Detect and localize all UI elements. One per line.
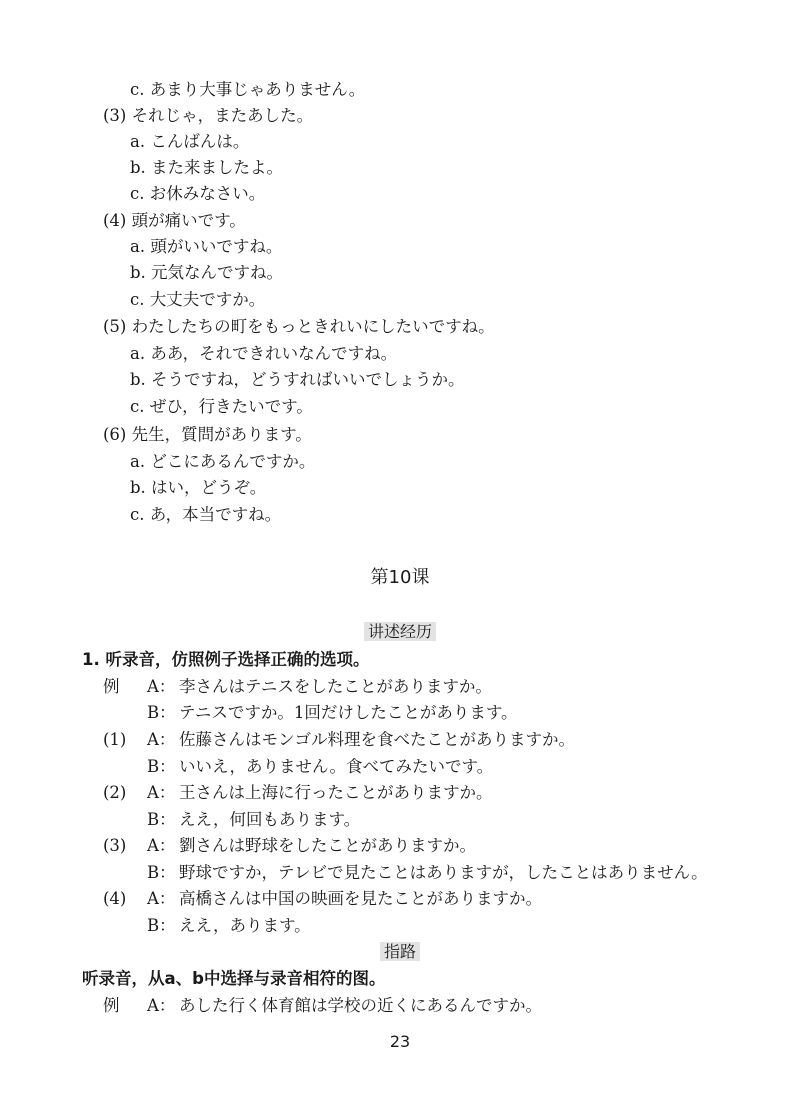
speaker-b: B： bbox=[147, 863, 176, 882]
example-line-a bbox=[103, 994, 542, 1018]
speaker-b: B： bbox=[147, 916, 176, 935]
dialogue-text: あした行く体育館は学校の近くにあるんですか。 bbox=[179, 996, 542, 1015]
item-number: (3) bbox=[103, 836, 127, 855]
section-heading-wrap bbox=[0, 940, 800, 964]
speaker-a: A： bbox=[147, 783, 176, 802]
item-number: (2) bbox=[103, 783, 127, 802]
question-prompt: (4) 頭が痛いです。 bbox=[103, 211, 246, 230]
section-heading: 指路 bbox=[380, 942, 420, 961]
question-prompt: (5) わたしたちの町をもっときれいにしたいですね。 bbox=[103, 317, 495, 336]
item-line-a bbox=[103, 834, 476, 858]
choice-c: c. お休みなさい。 bbox=[130, 184, 266, 203]
dialogue-text: 高橋さんは中国の映画を見たことがありますか。 bbox=[179, 889, 542, 908]
speaker-a: A： bbox=[147, 677, 176, 696]
choice-b: b. はい，どうぞ。 bbox=[130, 478, 267, 497]
dialogue-text: 野球ですか，テレビで見たことはありますが，したことはありません。 bbox=[179, 863, 708, 882]
choice-b: b. また来ましたよ。 bbox=[130, 158, 284, 177]
dialogue-text: 李さんはテニスをしたことがありますか。 bbox=[179, 677, 492, 696]
example-label: 例 bbox=[103, 677, 120, 696]
choice-c: c. 大丈夫ですか。 bbox=[130, 290, 266, 309]
choice-a: a. こんばんは。 bbox=[130, 132, 250, 151]
speaker-b: B： bbox=[147, 810, 176, 829]
section-heading: 讲述经历 bbox=[364, 622, 436, 641]
question-prompt: (3) それじゃ，またあした。 bbox=[103, 106, 314, 125]
choice-c: c. あ，本当ですね。 bbox=[130, 505, 282, 524]
dialogue-text: ええ，あります。 bbox=[179, 916, 311, 935]
dialogue-text: ええ，何回もあります。 bbox=[179, 810, 361, 829]
choice-b: b. そうですね，どうすればいいでしょうか。 bbox=[130, 370, 465, 389]
dialogue-text: 劉さんは野球をしたことがありますか。 bbox=[179, 836, 476, 855]
speaker-a: A： bbox=[147, 889, 176, 908]
example-line-b bbox=[147, 701, 518, 725]
speaker-b: B： bbox=[147, 703, 176, 722]
section-instruction: 听录音，从a、b中选择与录音相符的图。 bbox=[82, 969, 386, 988]
item-line-a bbox=[103, 728, 575, 752]
item-line-b bbox=[147, 914, 311, 938]
example-label: 例 bbox=[103, 996, 120, 1015]
lesson-title: 第10课 bbox=[370, 567, 430, 588]
example-line-a bbox=[103, 675, 492, 699]
item-number: (4) bbox=[103, 889, 127, 908]
item-number: (1) bbox=[103, 730, 127, 749]
dialogue-text: いいえ，ありません。食べてみたいです。 bbox=[179, 757, 494, 776]
dialogue-text: 佐藤さんはモンゴル料理を食べたことがありますか。 bbox=[179, 730, 575, 749]
choice-c: c. ぜひ，行きたいです。 bbox=[130, 397, 313, 416]
section-instruction: 1. 听录音，仿照例子选择正确的选项。 bbox=[82, 650, 370, 669]
speaker-a: A： bbox=[147, 996, 176, 1015]
speaker-a: A： bbox=[147, 836, 176, 855]
choice-a: a. 頭がいいですね。 bbox=[130, 237, 283, 256]
item-line-a bbox=[103, 887, 542, 911]
section-heading-wrap bbox=[0, 620, 800, 644]
speaker-a: A： bbox=[147, 730, 176, 749]
choice-a: a. ああ，それできれいなんですね。 bbox=[130, 344, 398, 363]
item-line-b bbox=[147, 861, 708, 885]
item-line-b bbox=[147, 808, 360, 832]
choice-b: b. 元気なんですね。 bbox=[130, 263, 284, 282]
item-line-b bbox=[147, 755, 493, 779]
page-number: 23 bbox=[389, 1032, 411, 1051]
question-prompt: (6) 先生，質問があります。 bbox=[103, 425, 312, 444]
choice-a: a. どこにあるんですか。 bbox=[130, 452, 316, 471]
dialogue-text: テニスですか。1回だけしたことがあります。 bbox=[179, 703, 518, 722]
dialogue-text: 王さんは上海に行ったことがありますか。 bbox=[179, 783, 493, 802]
item-line-a bbox=[103, 781, 493, 805]
speaker-b: B： bbox=[147, 757, 176, 776]
choice-c: c. あまり大事じゃありません。 bbox=[130, 80, 366, 99]
